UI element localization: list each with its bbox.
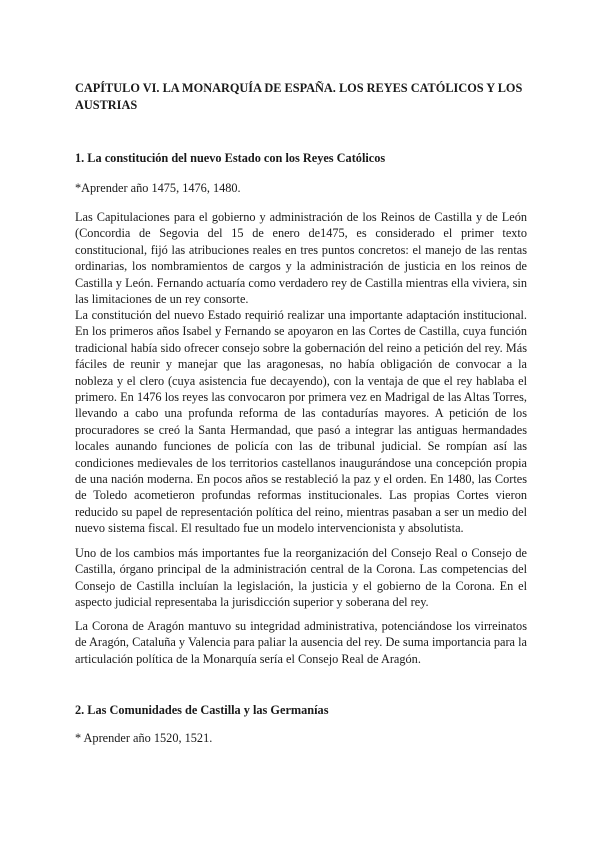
paragraph: La constitución del nuevo Estado requirió realizar una importante adaptación institucional. En los primeros años Isabel y Fernando se apoyaron en las Cortes de Castilla, cuya función tradicional había sido ofrecer consejo sobre la gobernación del reino a petición del rey. Más fáciles de reunir y manejar que las aragonesas, no había obligación de convocar a la nobleza y el clero (cuya asistencia fue decayendo), con la ventaja de que el rey hablaba el primero. En 1476 los reyes las convocaron por primera vez en Madrigal de las Altas Torres, llevando a cabo una profunda reforma de las contadurías mayores. A petición de los procuradores se creó la Santa Hermandad, que pasó a integrar las antiguas hermandades locales aunando funciones de policía con las de tribunal judicial. Se rompían así las condiciones medievales de los territorios castellanos inaugurándose una concepción propia de una nación moderna. En pocos años se restableció la paz y el orden. En 1480, las Cortes de Toledo acometieron profundas reformas institucionales. Las propias Cortes vieron reducido su papel de representación política del reino, mientras pasaban a ser un medio del nuevo sistema fiscal. El resultado fue un modelo intervencionista y absolutista. <box>75 308 527 536</box>
study-note: * Aprender año 1520, 1521. <box>75 731 213 745</box>
chapter-title: CAPÍTULO VI. LA MONARQUÍA DE ESPAÑA. LOS REYES CATÓLICOS Y LOS AUSTRIAS <box>75 81 523 112</box>
study-note: *Aprender año 1475, 1476, 1480. <box>75 181 241 195</box>
paragraph: Uno de los cambios más importantes fue la reorganización del Consejo Real o Consejo de Castilla, órgano principal de la administración central de la Corona. Las competencias del Consejo de Castilla incluían la legislación, la justicia y el gobierno de la Corona. En el aspecto judicial representaba la jurisdicción superior y soberana del rey. <box>75 546 527 610</box>
paragraph: Las Capitulaciones para el gobierno y administración de los Reinos de Castilla y de León (Concordia de Segovia del 15 de enero de1475, es considerado el primer texto constitucional, fijó las atribuciones reales en tres puntos concretos: el manejo de las rentas ordinarias, los nombramientos de cargos y la administración de justicia en los reinos de Castilla y León. Fernando actuaría como verdadero rey de Castilla mientras ella viviera, sin las limitaciones de un rey consorte. <box>75 210 527 307</box>
section-title: 1. La constitución del nuevo Estado con los Reyes Católicos <box>75 151 386 165</box>
section-title: 2. Las Comunidades de Castilla y las Germanías <box>75 703 329 717</box>
paragraph: La Corona de Aragón mantuvo su integridad administrativa, potenciándose los virreinatos de Aragón, Cataluña y Valencia para paliar la ausencia del rey. De suma importancia para la articulación política de la Monarquía sería el Consejo Real de Aragón. <box>75 619 527 666</box>
